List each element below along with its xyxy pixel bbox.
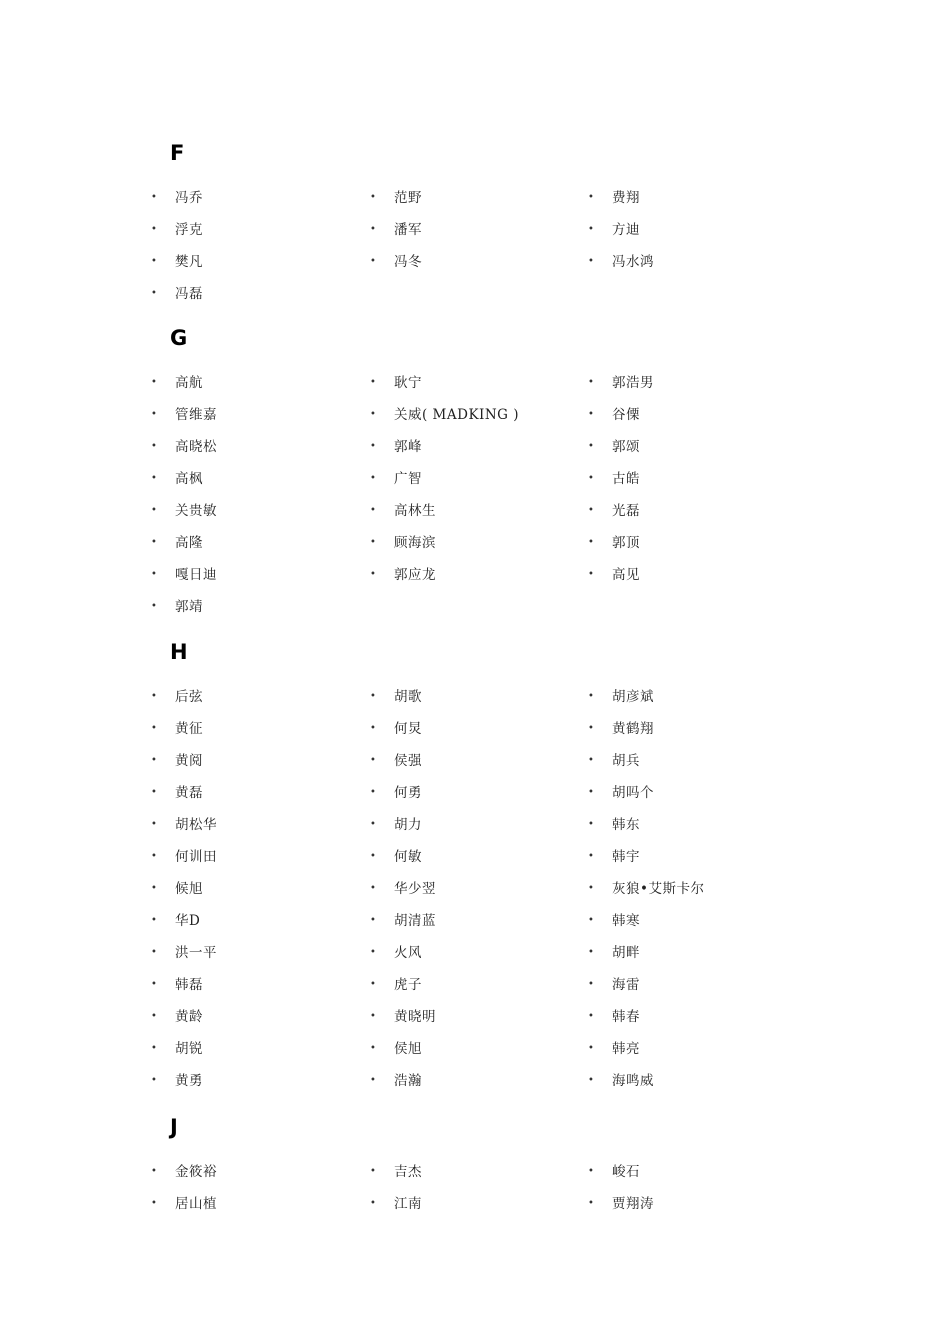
name-label: 后弦	[175, 689, 203, 705]
bullet-icon: •	[151, 787, 157, 798]
name-label: 华少翌	[394, 881, 436, 897]
bullet-icon: •	[588, 537, 594, 548]
bullet-icon: •	[370, 851, 376, 862]
bullet-icon: •	[151, 947, 157, 958]
bullet-icon: •	[151, 915, 157, 926]
name-label: 郭顶	[612, 535, 640, 551]
name-label: 韩亮	[612, 1041, 640, 1057]
name-label: 火风	[394, 945, 422, 961]
bullet-icon: •	[151, 819, 157, 830]
bullet-icon: •	[151, 569, 157, 580]
bullet-icon: •	[151, 883, 157, 894]
bullet-icon: •	[588, 1011, 594, 1022]
bullet-icon: •	[588, 691, 594, 702]
section-letter-h: H	[170, 640, 188, 664]
bullet-icon: •	[151, 441, 157, 452]
name-label: 何敏	[394, 849, 422, 865]
bullet-icon: •	[588, 505, 594, 516]
name-label: 冯冬	[394, 254, 422, 270]
name-label: 谷傈	[612, 407, 640, 423]
name-label: 何炅	[394, 721, 422, 737]
bullet-icon: •	[151, 409, 157, 420]
name-label: 冯乔	[175, 190, 203, 206]
name-label: 韩寒	[612, 913, 640, 929]
name-label: 灰狼•艾斯卡尔	[612, 881, 705, 897]
name-label: 管维嘉	[175, 407, 217, 423]
name-label: 浮克	[175, 222, 203, 238]
bullet-icon: •	[151, 851, 157, 862]
bullet-icon: •	[588, 851, 594, 862]
bullet-icon: •	[151, 1011, 157, 1022]
bullet-icon: •	[370, 537, 376, 548]
bullet-icon: •	[588, 569, 594, 580]
bullet-icon: •	[151, 1198, 157, 1209]
name-label: 候旭	[175, 881, 203, 897]
name-label: 韩磊	[175, 977, 203, 993]
bullet-icon: •	[370, 883, 376, 894]
bullet-icon: •	[588, 409, 594, 420]
bullet-icon: •	[151, 224, 157, 235]
bullet-icon: •	[370, 755, 376, 766]
bullet-icon: •	[588, 1075, 594, 1086]
bullet-icon: •	[151, 1043, 157, 1054]
name-label: 胡力	[394, 817, 422, 833]
name-label: 高林生	[394, 503, 436, 519]
name-label: 冯磊	[175, 286, 203, 302]
name-label: 黄晓明	[394, 1009, 436, 1025]
bullet-icon: •	[588, 473, 594, 484]
bullet-icon: •	[370, 723, 376, 734]
bullet-icon: •	[370, 1011, 376, 1022]
bullet-icon: •	[151, 537, 157, 548]
name-label: 华D	[175, 913, 201, 929]
bullet-icon: •	[588, 787, 594, 798]
bullet-icon: •	[588, 883, 594, 894]
bullet-icon: •	[370, 377, 376, 388]
bullet-icon: •	[151, 691, 157, 702]
bullet-icon: •	[370, 1075, 376, 1086]
bullet-icon: •	[588, 224, 594, 235]
section-letter-j: J	[170, 1115, 178, 1139]
name-label: 郭应龙	[394, 567, 436, 583]
name-label: 胡歌	[394, 689, 422, 705]
bullet-icon: •	[151, 377, 157, 388]
name-label: 方迪	[612, 222, 640, 238]
name-label: 潘军	[394, 222, 422, 238]
name-label: 胡松华	[175, 817, 217, 833]
bullet-icon: •	[151, 601, 157, 612]
name-label: 浩瀚	[394, 1073, 422, 1089]
name-label: 胡畔	[612, 945, 640, 961]
name-label: 冯水鸿	[612, 254, 654, 270]
bullet-icon: •	[370, 1166, 376, 1177]
bullet-icon: •	[370, 409, 376, 420]
bullet-icon: •	[370, 691, 376, 702]
bullet-icon: •	[151, 1166, 157, 1177]
bullet-icon: •	[588, 1198, 594, 1209]
bullet-icon: •	[588, 947, 594, 958]
bullet-icon: •	[151, 1075, 157, 1086]
name-label: 海雷	[612, 977, 640, 993]
name-label: 郭浩男	[612, 375, 654, 391]
name-label: 洪一平	[175, 945, 217, 961]
name-label: 关贵敏	[175, 503, 217, 519]
name-label: 古皓	[612, 471, 640, 487]
bullet-icon: •	[151, 755, 157, 766]
bullet-icon: •	[370, 819, 376, 830]
name-label: 光磊	[612, 503, 640, 519]
bullet-icon: •	[588, 819, 594, 830]
bullet-icon: •	[370, 1198, 376, 1209]
bullet-icon: •	[588, 979, 594, 990]
bullet-icon: •	[370, 505, 376, 516]
bullet-icon: •	[588, 1043, 594, 1054]
name-label: 侯旭	[394, 1041, 422, 1057]
name-label: 韩东	[612, 817, 640, 833]
name-label: 黄鹤翔	[612, 721, 654, 737]
name-label: 峻石	[612, 1164, 640, 1180]
name-label: 金筱裕	[175, 1164, 217, 1180]
name-label: 郭颂	[612, 439, 640, 455]
name-label: 樊凡	[175, 254, 203, 270]
name-label: 黄龄	[175, 1009, 203, 1025]
name-label: 高见	[612, 567, 640, 583]
name-label: 关威( MADKING )	[394, 407, 520, 423]
name-label: 海鸣威	[612, 1073, 654, 1089]
name-label: 黄征	[175, 721, 203, 737]
name-label: 顾海滨	[394, 535, 436, 551]
name-label: 何勇	[394, 785, 422, 801]
name-label: 高枫	[175, 471, 203, 487]
bullet-icon: •	[370, 441, 376, 452]
name-label: 广智	[394, 471, 422, 487]
name-label: 胡兵	[612, 753, 640, 769]
name-label: 耿宁	[394, 375, 422, 391]
bullet-icon: •	[588, 755, 594, 766]
bullet-icon: •	[151, 723, 157, 734]
bullet-icon: •	[588, 377, 594, 388]
bullet-icon: •	[588, 723, 594, 734]
name-label: 费翔	[612, 190, 640, 206]
bullet-icon: •	[588, 256, 594, 267]
section-letter-f: F	[170, 141, 185, 165]
bullet-icon: •	[370, 915, 376, 926]
bullet-icon: •	[151, 473, 157, 484]
name-label: 胡彦斌	[612, 689, 654, 705]
name-label: 黄磊	[175, 785, 203, 801]
bullet-icon: •	[370, 569, 376, 580]
name-label: 黄勇	[175, 1073, 203, 1089]
name-label: 胡清蓝	[394, 913, 436, 929]
name-label: 韩春	[612, 1009, 640, 1025]
name-label: 范野	[394, 190, 422, 206]
bullet-icon: •	[588, 441, 594, 452]
name-label: 韩宇	[612, 849, 640, 865]
name-label: 吉杰	[394, 1164, 422, 1180]
name-label: 胡吗个	[612, 785, 654, 801]
name-label: 江南	[394, 1196, 422, 1212]
name-label: 嘎日迪	[175, 567, 217, 583]
name-label: 郭靖	[175, 599, 203, 615]
bullet-icon: •	[370, 473, 376, 484]
bullet-icon: •	[370, 256, 376, 267]
bullet-icon: •	[370, 224, 376, 235]
name-label: 黄阅	[175, 753, 203, 769]
name-label: 胡锐	[175, 1041, 203, 1057]
name-label: 高航	[175, 375, 203, 391]
name-label: 何训田	[175, 849, 217, 865]
name-label: 高晓松	[175, 439, 217, 455]
bullet-icon: •	[588, 192, 594, 203]
bullet-icon: •	[370, 947, 376, 958]
bullet-icon: •	[151, 979, 157, 990]
bullet-icon: •	[370, 787, 376, 798]
name-label: 郭峰	[394, 439, 422, 455]
bullet-icon: •	[370, 979, 376, 990]
name-label: 高隆	[175, 535, 203, 551]
section-letter-g: G	[170, 326, 188, 350]
bullet-icon: •	[588, 915, 594, 926]
bullet-icon: •	[588, 1166, 594, 1177]
name-label: 侯强	[394, 753, 422, 769]
bullet-icon: •	[370, 192, 376, 203]
bullet-icon: •	[151, 192, 157, 203]
name-label: 虎子	[394, 977, 422, 993]
bullet-icon: •	[151, 256, 157, 267]
bullet-icon: •	[151, 288, 157, 299]
name-label: 贾翔涛	[612, 1196, 654, 1212]
name-label: 居山植	[175, 1196, 217, 1212]
bullet-icon: •	[151, 505, 157, 516]
bullet-icon: •	[370, 1043, 376, 1054]
